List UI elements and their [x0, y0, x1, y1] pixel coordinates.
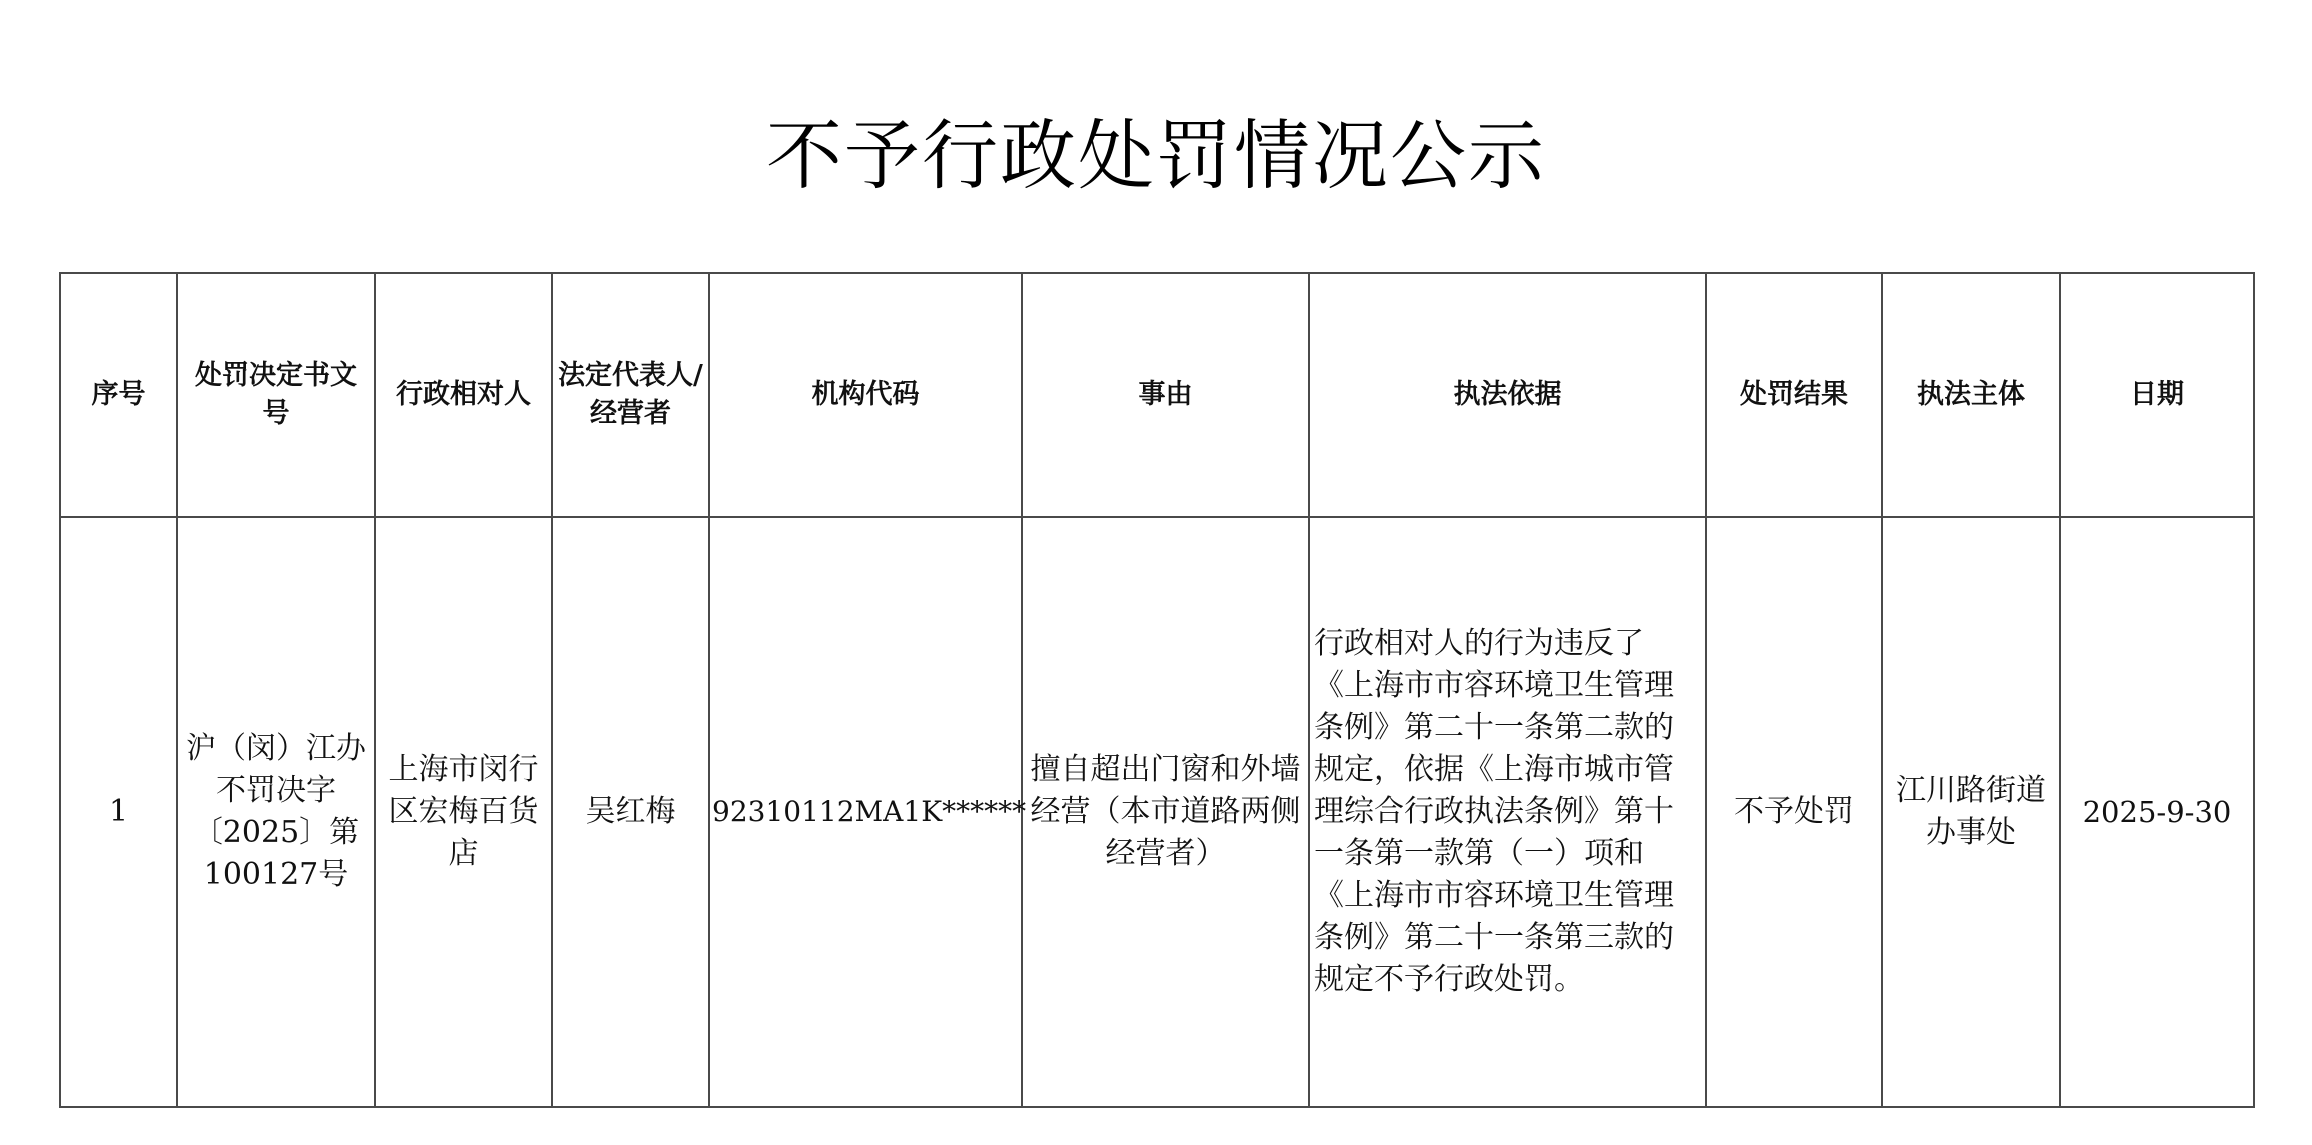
header-basis: 执法依据 — [1309, 273, 1706, 517]
cell-seq: 1 — [60, 517, 177, 1107]
cell-basis: 行政相对人的行为违反了《上海市市容环境卫生管理条例》第二十一条第二款的规定，依据《上海市城市管理综合行政执法条例》第十一条第一款第（一）项和《上海市市容环境卫生管理条例》第二十一条第三款的规定不予行政处罚。 — [1309, 517, 1706, 1107]
table-row — [60, 517, 2254, 1107]
cell-date: 2025-9-30 — [2060, 517, 2254, 1107]
table-header-row — [60, 273, 2254, 517]
header-reason: 事由 — [1022, 273, 1309, 517]
header-date: 日期 — [2060, 273, 2254, 517]
cell-org-code: 92310112MA1K****** — [709, 517, 1022, 1107]
page-title: 不予行政处罚情况公示 — [766, 111, 1546, 200]
cell-party: 上海市闵行区宏梅百货店 — [375, 517, 552, 1107]
cell-decision-no: 沪（闵）江办不罚决字〔2025〕第100127号 — [177, 517, 375, 1107]
notice-table — [59, 272, 2255, 1108]
header-representative: 法定代表人/经营者 — [552, 273, 709, 517]
header-decision-no: 处罚决定书文号 — [177, 273, 375, 517]
cell-reason: 擅自超出门窗和外墙经营（本市道路两侧经营者） — [1022, 517, 1309, 1107]
header-org-code: 机构代码 — [709, 273, 1022, 517]
cell-representative: 吴红梅 — [552, 517, 709, 1107]
header-result: 处罚结果 — [1706, 273, 1882, 517]
header-party: 行政相对人 — [375, 273, 552, 517]
header-seq: 序号 — [60, 273, 177, 517]
cell-result: 不予处罚 — [1706, 517, 1882, 1107]
header-authority: 执法主体 — [1882, 273, 2060, 517]
cell-authority: 江川路街道办事处 — [1882, 517, 2060, 1107]
